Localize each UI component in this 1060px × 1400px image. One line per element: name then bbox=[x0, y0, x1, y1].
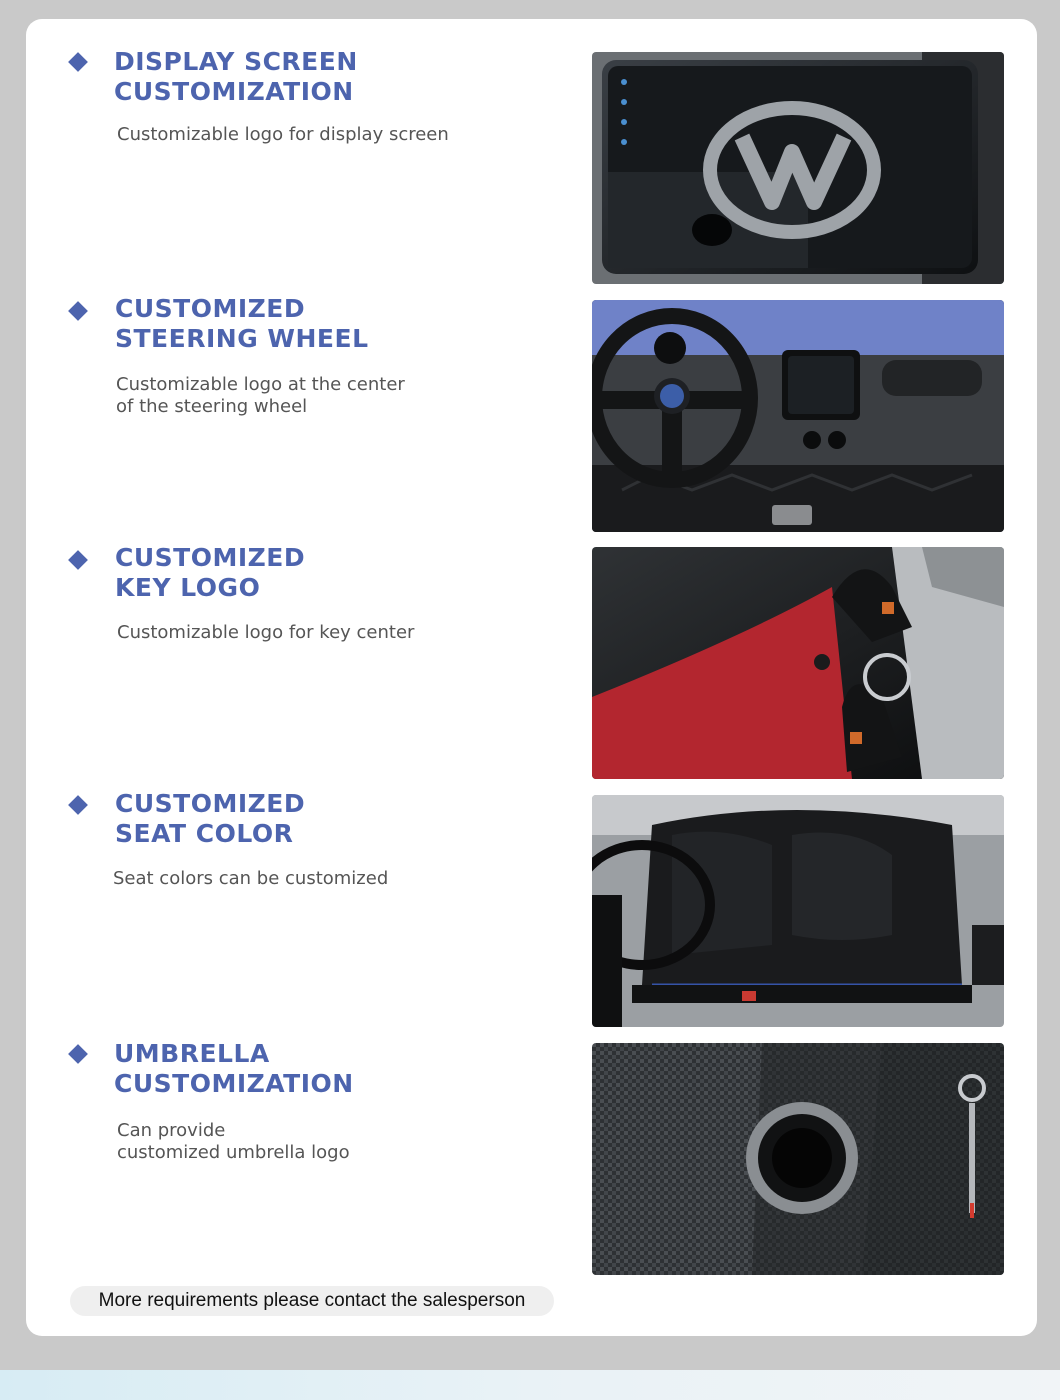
feature-title-seat-color bbox=[115, 789, 305, 849]
umbrella-holder-photo bbox=[592, 1043, 1004, 1275]
feature-description-line: Customizable logo for display screen bbox=[117, 124, 449, 145]
feature-description-line: of the steering wheel bbox=[116, 396, 308, 417]
feature-title-line: STEERING WHEEL bbox=[115, 324, 369, 353]
feature-title-line: SEAT COLOR bbox=[115, 819, 294, 848]
feature-description-display-screen bbox=[117, 124, 449, 146]
feature-title-line: UMBRELLA bbox=[114, 1039, 270, 1068]
diamond-bullet-icon bbox=[68, 550, 88, 570]
diamond-bullet-icon bbox=[68, 795, 88, 815]
feature-title-umbrella bbox=[114, 1039, 354, 1099]
seat-color-photo bbox=[592, 795, 1004, 1027]
feature-description-seat-color bbox=[113, 868, 388, 890]
diamond-bullet-icon bbox=[68, 301, 88, 321]
feature-title-line: DISPLAY SCREEN bbox=[114, 47, 358, 76]
feature-title-line: CUSTOMIZATION bbox=[114, 77, 354, 106]
diamond-bullet-icon bbox=[68, 52, 88, 72]
diamond-bullet-icon bbox=[68, 1044, 88, 1064]
feature-title-display-screen bbox=[114, 47, 358, 107]
contact-salesperson-note: More requirements please contact the salesperson bbox=[70, 1286, 554, 1316]
feature-description-line: customized umbrella logo bbox=[117, 1142, 350, 1163]
feature-title-steering-wheel bbox=[115, 294, 369, 354]
feature-title-line: CUSTOMIZED bbox=[115, 543, 306, 572]
feature-title-key-logo bbox=[115, 543, 305, 603]
feature-title-line: CUSTOMIZED bbox=[115, 294, 306, 323]
feature-title-line: CUSTOMIZED bbox=[115, 789, 306, 818]
feature-description-key-logo bbox=[117, 622, 414, 644]
feature-description-line: Customizable logo for key center bbox=[117, 622, 415, 643]
feature-title-line: KEY LOGO bbox=[115, 573, 261, 602]
steering-wheel-photo bbox=[592, 300, 1004, 532]
feature-card bbox=[26, 19, 1037, 1336]
feature-title-line: CUSTOMIZATION bbox=[114, 1069, 354, 1098]
key-logo-photo bbox=[592, 547, 1004, 779]
display-screen-photo bbox=[592, 52, 1004, 284]
bottom-gradient-band bbox=[0, 1370, 1060, 1400]
feature-description-umbrella bbox=[117, 1120, 350, 1164]
feature-description-line: Customizable logo at the center bbox=[116, 374, 405, 395]
feature-description-steering-wheel bbox=[116, 374, 405, 418]
feature-description-line: Seat colors can be customized bbox=[113, 868, 389, 889]
feature-description-line: Can provide bbox=[117, 1120, 226, 1141]
